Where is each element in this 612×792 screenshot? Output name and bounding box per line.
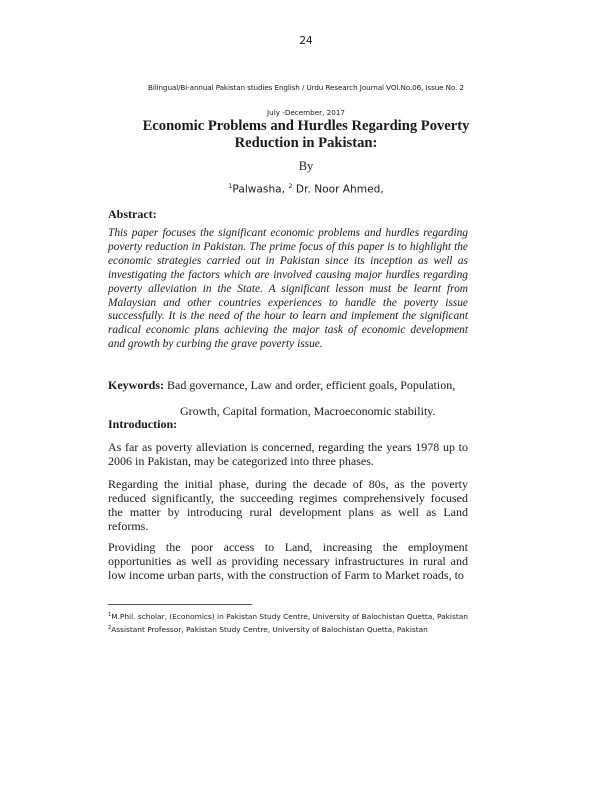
- paragraph: Regarding the initial phase, during the decade of 80s, as the poverty reduced significantly, the succeeding regimes comprehensively focused the matter by introducing rural development plans as well as Land reforms.: [108, 477, 468, 533]
- keywords-line-1: Bad governance, Law and order, efficient goals, Population,: [167, 378, 456, 392]
- paragraph: Providing the poor access to Land, increasing the employment opportunities as well as providing necessary infrastructures in rural and low income urban parts, with the construction of Farm to Market roads, to: [108, 540, 468, 582]
- keywords-label: Keywords:: [108, 378, 164, 392]
- author-list: [0, 182, 612, 196]
- footnote-1-marker: 1: [108, 612, 112, 618]
- keywords-line-2: Growth, Capital formation, Macroeconomic stability.: [180, 404, 436, 418]
- journal-date: July -December, 2017: [267, 108, 345, 117]
- author-2-name: Dr. Noor Ahmed,: [295, 183, 384, 196]
- introduction-heading: Introduction:: [108, 417, 178, 431]
- footnote-1: [108, 610, 468, 623]
- article-title: [0, 118, 612, 152]
- author-2-marker: 2: [288, 182, 293, 190]
- byline: By: [298, 159, 314, 173]
- paragraph: As far as poverty alleviation is concerned, regarding the years 1978 up to 2006 in Pakistan, may be categorized into three phases.: [108, 440, 468, 468]
- page-number: 24: [299, 35, 313, 47]
- footnote-separator: [108, 604, 252, 605]
- title-line-2: Reduction in Pakistan:: [234, 135, 378, 151]
- footnote-1-text: M.Phil. scholar, (Economics) in Pakistan Study Centre, University of Balochistan Quetta, Pakistan: [111, 612, 468, 621]
- abstract-heading: Abstract:: [108, 207, 157, 221]
- author-1-marker: 1: [228, 182, 233, 190]
- footnote-2-text: Assistant Professor, Pakistan Study Centre, University of Balochistan Quetta, Pakistan: [111, 624, 428, 634]
- abstract-text: This paper focuses the significant economic problems and hurdles regarding poverty reduction in Pakistan. The prime focus of this paper is to highlight the economic strategies carried out in Pakistan since its inception as well as investigating the factors which are involved causing major hurdles regarding poverty alleviation in the State. A significant lesson must be learnt from Malaysian and other countries experiences to handle the poverty issue successfully. It is the need of the hour to learn and implement the significant radical economic plans achieving the major task of economic development and growth by curbing the grave poverty issue.: [108, 227, 468, 351]
- author-1-name: Palwasha,: [232, 183, 286, 196]
- journal-header: Bilingual/Bi-annual Pakistan studies English / Urdu Research Journal VOl.No.06, Issue No. 2: [148, 83, 464, 92]
- footnote-2: [108, 623, 468, 636]
- footnotes: [108, 610, 468, 635]
- title-line-1: Economic Problems and Hurdles Regarding Poverty: [142, 118, 470, 134]
- footnote-2-marker: 2: [108, 624, 112, 631]
